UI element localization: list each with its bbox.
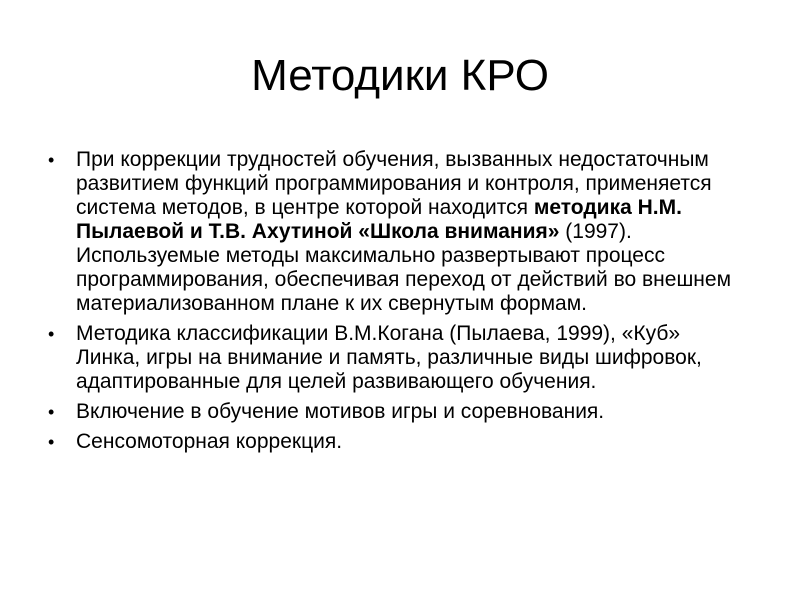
bullet-item-1 (48, 148, 748, 316)
bullet-text-3: Включение в обучение мотивов игры и соревнования. (76, 400, 605, 423)
bullet-text-1 (76, 148, 731, 315)
bullet-text-2: Методика классификации В.М.Когана (Пылаева, 1999), «Куб» Линка, игры на внимание и память, различные виды шифровок, адаптированные для целей развивающего обучения. (76, 322, 702, 393)
bullet-item-2 (48, 322, 748, 394)
bullet-icon: • (48, 402, 55, 422)
bullet-icon: • (48, 150, 55, 170)
bullet-text-1-before: При коррекции трудностей обучения, вызванных недостаточным развитием функций программирования и контроля, применяется система методов, в центре которой находится (76, 148, 712, 219)
bullet-list (48, 148, 748, 460)
bullet-text-1-after: (1997). Используемые методы максимально развертывают процесс программирования, обеспечивая переход от действий во внешнем материализованном плане к их свернутым формам. (76, 220, 732, 315)
bullet-text-4: Сенсомоторная коррекция. (76, 430, 343, 453)
bullet-text-1-bold: методика Н.М. Пылаевой и Т.В. Ахутиной «Школа внимания» (76, 196, 682, 243)
bullet-item-3 (48, 400, 748, 424)
bullet-item-4 (48, 430, 748, 454)
bullet-icon: • (48, 432, 55, 452)
bullet-icon: • (48, 324, 55, 344)
slide-title: Методики КРО (251, 51, 549, 100)
